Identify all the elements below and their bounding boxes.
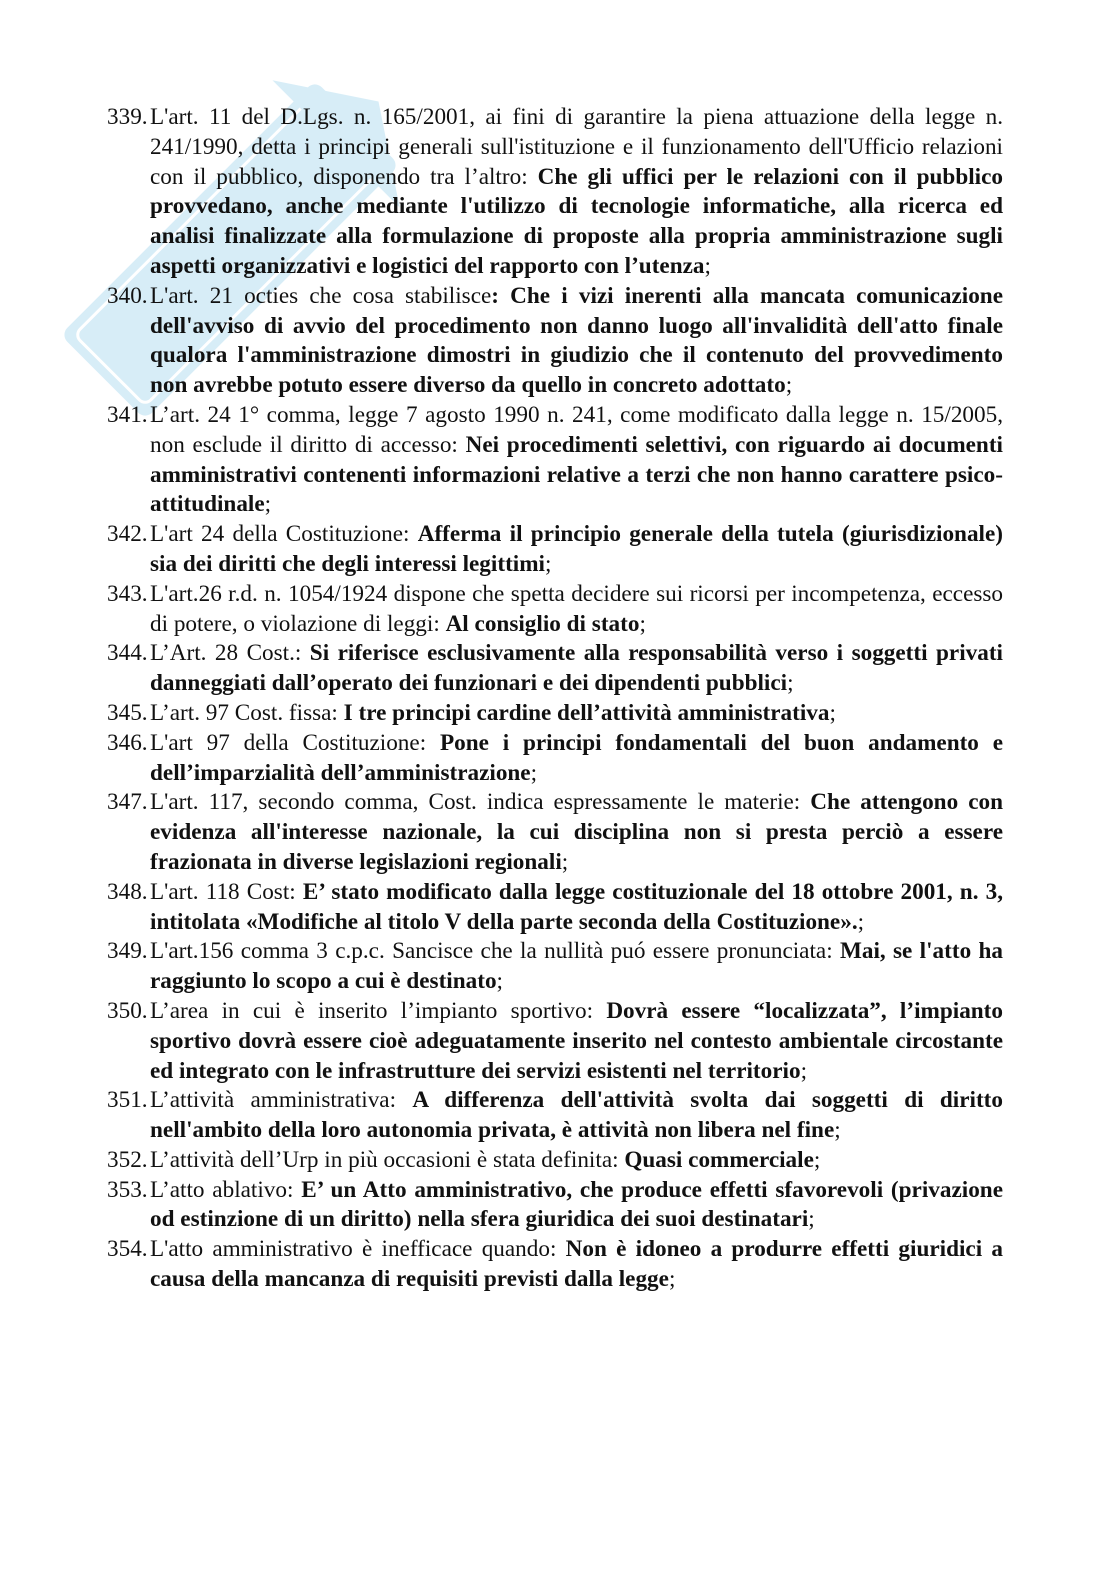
entry-343 [107,580,1003,640]
entry-question: L’attività dell’Urp in più occasioni è stata definita: [150,1146,625,1173]
entry-end: ; [857,908,865,935]
entry-number: 342. [107,521,148,548]
entry-number: 343. [107,580,148,607]
entry-number: 341. [107,401,148,428]
entry-end: ; [808,1206,815,1233]
entry-question: L'art. 21 octies che cosa stabilisce [150,282,492,309]
entry-end: ; [800,1057,808,1084]
entry-end: ; [813,1146,821,1173]
entry-340 [107,282,1003,401]
entry-number: 352. [107,1146,148,1173]
entry-end: ; [264,491,272,518]
entry-question: L’atto ablativo: [150,1176,302,1203]
entry-352 [107,1146,1003,1176]
entry-question: L’attività amministrativa: [150,1087,413,1114]
entry-answer: Che attengono con evidenza all'interesse nazionale, la cui disciplina non si presta perciò a essere frazionata in diverse legislazioni regionali [150,789,1003,875]
entry-question: L’area in cui è inserito l’impianto sportivo: [150,997,607,1024]
entry-number: 349. [107,938,148,965]
entry-answer: I tre principi cardine dell’attività amministrativa [343,699,830,726]
entry-number: 351. [107,1087,148,1114]
entry-end: ; [639,610,646,637]
entry-end: ; [561,848,569,875]
entry-question: L'art. 118 Cost: [150,878,303,905]
entry-end: ; [545,550,552,577]
entry-number: 348. [107,878,148,905]
entry-answer: : Che i vizi inerenti alla mancata comunicazione dell'avviso di avvio del procedimento non danno luogo all'invalidità dell'atto finale qualora l'amministrazione dimostri in giudizio che il contenuto del provvedimento non avrebbe potuto essere diverso da quello in concreto adottato [150,282,1003,399]
entry-question: L'art. 117, secondo comma, Cost. indica espressamente le materie: [150,789,811,816]
entry-answer: Nei procedimenti selettivi, con riguardo ai documenti amministrativi contenenti informazioni relative a terzi che non hanno carattere psico-attitudinale [150,431,1003,518]
entry-question: L'atto amministrativo è inefficace quando: [150,1236,566,1263]
entry-end: ; [704,252,711,279]
entry-answer: Mai, se l'atto ha raggiunto lo scopo a cui è destinato [150,938,1004,995]
entry-end: ; [785,372,793,399]
entry-question: L'art 24 della Costituzione: [150,521,418,548]
entry-end: ; [668,1266,676,1293]
entry-question: L’Art. 28 Cost.: [150,640,310,667]
entry-349 [107,937,1003,997]
entry-answer: Al consiglio di stato [445,610,640,637]
entry-number: 340. [107,282,148,309]
question-list [107,103,1003,1295]
entry-350 [107,997,1003,1086]
entry-question: L'art 97 della Costituzione: [150,729,440,756]
entry-answer: Si riferisce esclusivamente alla responsabilità verso i soggetti privati danneggiati dall’operato dei funzionari e dei dipendenti pubblici [150,640,1003,697]
entry-end: ; [787,670,794,697]
entry-end: ; [834,1117,841,1144]
entry-number: 353. [107,1176,148,1203]
entry-answer: Quasi commerciale [624,1146,814,1173]
entry-answer: Non è idoneo a produrre effetti giuridici a causa della mancanza di requisiti previsti dalla legge [150,1236,1004,1293]
entry-339 [107,103,1003,282]
entry-question: L'art.26 r.d. n. 1054/1924 dispone che spetta decidere sui ricorsi per incompetenza, eccesso di potere, o violazione di leggi: [150,580,1003,637]
entry-number: 339. [107,104,148,130]
entry-354 [107,1235,1003,1295]
entry-number: 354. [107,1236,148,1263]
entry-end: ; [530,759,538,786]
entry-346 [107,729,1003,789]
entry-number: 350. [107,997,148,1024]
entry-341 [107,401,1003,520]
entry-answer: Dovrà essere “localizzata”, l’impianto sportivo dovrà essere cioè adeguatamente inserito nel contesto ambientale circostante ed integrato con le infrastrutture dei servizi esistenti nel territorio [150,997,1003,1084]
entry-351 [107,1086,1003,1146]
entry-answer: Pone i principi fondamentali del buon andamento e dell’imparzialità dell’amministrazione [150,729,1003,786]
entry-347 [107,788,1003,877]
entry-end: ; [496,968,503,995]
entry-348 [107,878,1003,938]
entry-answer: E’ un Atto amministrativo, che produce effetti sfavorevoli (privazione od estinzione di un diritto) nella sfera giuridica dei suoi destinatari [150,1176,1003,1233]
entry-342 [107,520,1003,580]
entry-345 [107,699,1003,729]
entry-353 [107,1176,1003,1236]
entry-number: 344. [107,640,148,667]
entry-question: L'art.156 comma 3 c.p.c. Sancisce che la nullità puó essere pronunciata: [150,938,840,965]
entry-number: 346. [107,729,148,756]
entry-answer: E’ stato modificato dalla legge costituzionale del 18 ottobre 2001, n. 3, intitolata «Modifiche al titolo V della parte seconda della Costituzione». [150,878,1003,935]
entry-344 [107,639,1003,699]
entry-question: L’art. 97 Cost. fissa: [150,699,344,726]
entry-question: L’art. 24 1° comma, legge 7 agosto 1990 n. 241, come modificato dalla legge n. 15/2005, non esclude il diritto di accesso: [150,401,1003,458]
entry-answer: Che gli uffici per le relazioni con il pubblico provvedano, anche mediante l'utilizzo di tecnologie informatiche, alla ricerca ed analisi finalizzate alla formulazione di proposte alla propria amministrazione sugli aspetti organizzativi e logistici del rapporto con l’utenza [150,163,1003,279]
entry-number: 345. [107,699,148,726]
entry-answer: Afferma il principio generale della tutela (giurisdizionale) sia dei diritti che degli interessi legittimi [150,521,1003,577]
entry-end: ; [829,699,836,726]
entry-number: 347. [107,789,148,816]
entry-question: L'art. 11 del D.Lgs. n. 165/2001, ai fini di garantire la piena attuazione della legge n. 241/1990, detta i principi generali sull'istituzione e il funzionamento dell'Ufficio relazioni con il pubblico, disponendo tra l’altro: [150,104,1003,190]
entry-answer: A differenza dell'attività svolta dai soggetti di diritto nell'ambito della loro autonomia privata, è attività non libera nel fine [150,1087,1003,1144]
